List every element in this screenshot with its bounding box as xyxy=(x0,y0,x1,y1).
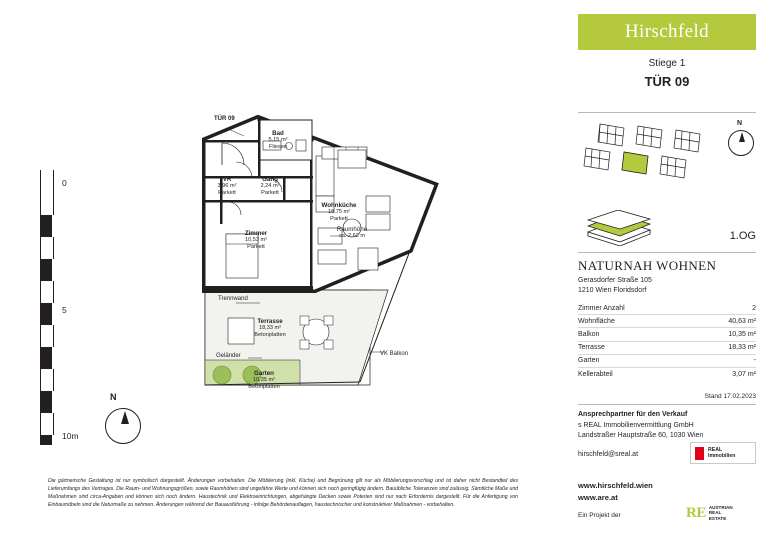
sreal-logo-line-1: REAL xyxy=(708,446,723,453)
fact-row xyxy=(578,355,756,368)
disclaimer-text: Die gärtnerische Gestaltung ist nur symbolisch dargestellt. Änderungen vorbehalten. Die Möblierung (inkl. Küche) und Begrünung gilt nur als Möblierungsvorschlag und ist daher nicht Bestandteil des Lieferumfangs des Vertrages. Die Raum- und Wohnungsgrößen, sowie Raumhöhen sind ungefähre Werte und können sich noch geringfügig ändern. Bauübliche Toleranzen sind zulässig. Sämtliche Maße und Maßnahmen sind circa-Angaben und können sich noch ändern. Haustechnik und Elektroeinrichtungen, abgehängte Decken sowie Poterien sind nur nach Erfordernis dargestellt. Für die Anfertigung von Einbaumöbeln sind die Naturmaße zu nehmen. Änderungen während der Bauausführung - infolge Behördenauflagen, haustechnischer und konstruktiver Maßnahmen - vorbehalten. xyxy=(48,478,518,508)
room-label-wohnkueche: Wohnküche 18,75 m² Parkett xyxy=(321,202,357,222)
stand-date: Stand 17.02.2023 xyxy=(704,393,756,400)
scale-tick-5: 5 xyxy=(62,305,67,315)
facts-table xyxy=(578,302,756,380)
fact-value: 40,63 m² xyxy=(728,317,756,325)
brand-title: Hirschfeld xyxy=(624,21,710,42)
fact-key: Garten xyxy=(578,357,600,365)
room-label-bad: Bad 5,15 m² Fliesen xyxy=(268,130,288,150)
brand-banner xyxy=(578,14,756,50)
room-label-gang: Gang 2,24 m² Parkett xyxy=(260,176,280,196)
fact-row xyxy=(578,302,756,315)
room-height-note: Raumhöhe ca. 2,62 m xyxy=(336,226,368,240)
sreal-mark-icon xyxy=(695,447,704,460)
fact-key: Balkon xyxy=(578,330,600,338)
are-text-2: REAL xyxy=(708,510,722,516)
fact-value: - xyxy=(753,357,756,365)
are-text-3: ESTATE xyxy=(708,515,727,521)
annotation-trennwand: Trennwand xyxy=(218,296,248,302)
contact-email[interactable]: hirschfeld@sreal.at xyxy=(578,451,639,458)
address-line-2: 1210 Wien Floridsdorf xyxy=(578,287,647,295)
fact-key: Kellerabteil xyxy=(578,370,613,378)
door-tag: TÜR 09 xyxy=(214,116,235,122)
divider-contact xyxy=(578,404,756,405)
are-text-1: AUSTRIAN xyxy=(708,504,733,510)
compass-label: N xyxy=(110,392,117,402)
web-link-hirschfeld[interactable]: www.hirschfeld.wien xyxy=(578,481,653,490)
address-line-1: Gerasdorfer Straße 105 xyxy=(578,277,652,284)
web-link-are[interactable]: www.are.at xyxy=(578,492,618,502)
annotation-vk-balkon: VK Balkon xyxy=(380,351,409,357)
project-address xyxy=(578,276,652,296)
web-links[interactable] xyxy=(578,480,653,504)
room-label-terrasse: Terrasse 18,33 m² Betonplatten xyxy=(254,318,286,338)
project-title: NATURNAH WOHNEN xyxy=(578,258,717,273)
fact-value: 18,33 m² xyxy=(728,344,756,352)
fact-row xyxy=(578,328,756,341)
fact-key: Zimmer Anzahl xyxy=(578,304,625,312)
fact-value: 3,07 m² xyxy=(732,370,756,378)
building-stack-icon xyxy=(584,210,654,246)
fact-key: Wohnfläche xyxy=(578,317,615,325)
tuer-label: TÜR 09 xyxy=(644,74,690,89)
sreal-logo-line-2: Immobilien xyxy=(708,453,736,459)
contact-company: s REAL Immobilienvermittlung GmbH xyxy=(578,421,694,429)
room-label-garten: Garten 10,35 m² Betonplatten xyxy=(248,370,280,390)
floor-label: 1.OG xyxy=(729,230,756,242)
contact-title: Ansprechpartner für den Verkauf xyxy=(578,411,688,418)
keyplan-compass-label: N xyxy=(737,120,743,127)
fact-row xyxy=(578,342,756,355)
fact-value: 10,35 m² xyxy=(728,330,756,338)
site-keyplan xyxy=(582,122,722,188)
contact-address: Landstraßer Hauptstraße 60, 1030 Wien xyxy=(578,432,704,439)
fact-row xyxy=(578,315,756,328)
scale-tick-0: 0 xyxy=(62,178,67,188)
divider-top xyxy=(578,112,756,113)
keyplan-compass-icon xyxy=(728,120,754,154)
fact-key: Terrasse xyxy=(578,344,605,352)
info-panel xyxy=(578,14,756,526)
divider-mid xyxy=(578,252,756,253)
are-mark: RE xyxy=(686,504,706,521)
room-label-zimmer: Zimmer 10,53 m² Parkett xyxy=(244,230,268,250)
projekt-von-label: Ein Projekt der xyxy=(578,512,621,519)
annotation-gelaender: Geländer xyxy=(216,353,241,359)
stiege-label: Stiege 1 xyxy=(648,58,686,69)
are-logo xyxy=(686,504,756,522)
room-label-vr: VR 3,96 m² Parkett xyxy=(217,176,237,196)
fact-row xyxy=(578,368,756,380)
scale-tick-10: 10m xyxy=(62,431,79,441)
sreal-logo xyxy=(690,442,756,464)
fact-value: 2 xyxy=(752,304,756,312)
contact-block xyxy=(578,410,756,442)
